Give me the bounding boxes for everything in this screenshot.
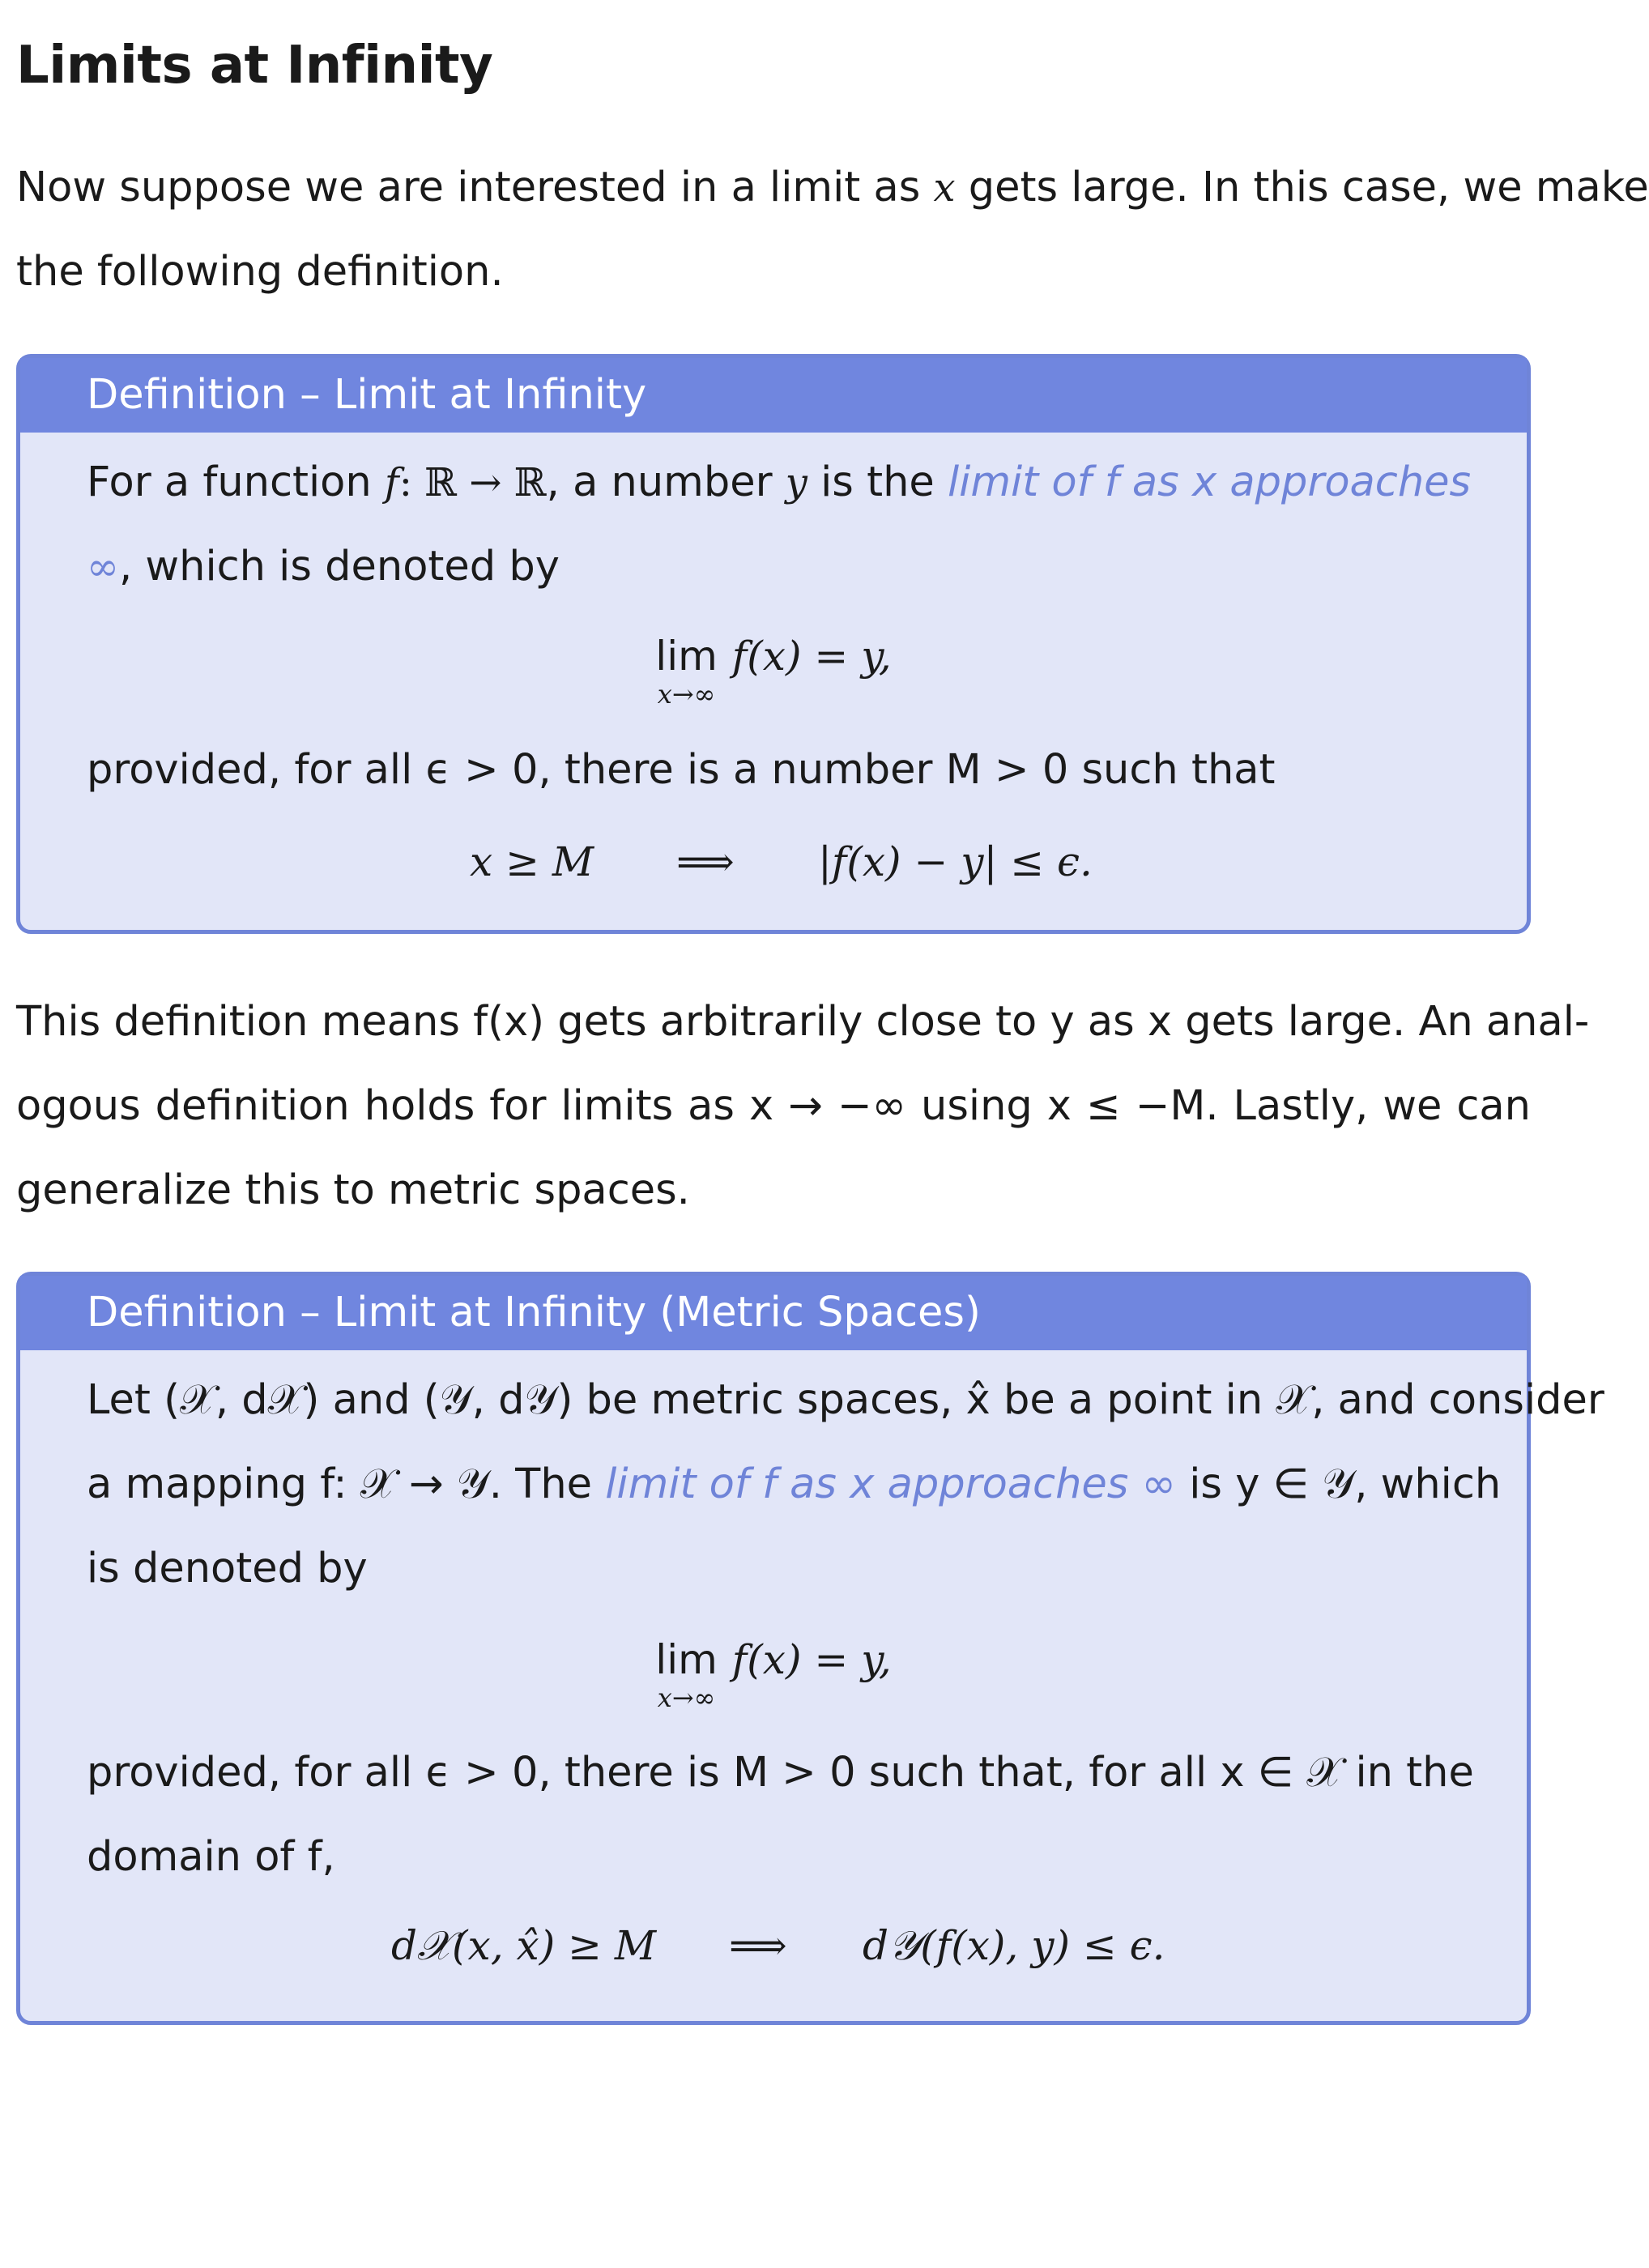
implies-arrow: ⟹ [676, 838, 735, 885]
definition-line-1: Let (𝒳, d𝒳) and (𝒴, d𝒴) be metric spaces, x̂ be a point in 𝒳, and consider [87, 1376, 1604, 1424]
middle-line-3: generalize this to metric spaces. [16, 1166, 690, 1214]
condition-left: d𝒳(x, x̂) ≥ M [391, 1922, 657, 1969]
condition-right: d𝒴(f(x), y) ≤ ϵ. [863, 1922, 1165, 1969]
definition-header: Definition – Limit at Infinity (Metric Spaces) [20, 1276, 1527, 1350]
infinity-symbol: ∞ [87, 544, 119, 590]
definition-line-3: is denoted by [87, 1545, 368, 1592]
middle-line-1: This definition means f(x) gets arbitrarily close to y as x gets large. An anal- [16, 998, 1590, 1046]
intro-text-b: gets large. In this case, we make [955, 164, 1649, 211]
middle-line-2: ogous definition holds for limits as x → −∞ using x ≤ −M. Lastly, we can [16, 1082, 1531, 1130]
condition-left: x ≥ M [470, 838, 594, 885]
definition-box-limit-at-infinity [16, 354, 1531, 934]
definition-header: Definition – Limit at Infinity [20, 358, 1527, 433]
definition-line-2: a mapping f: 𝒳 → 𝒴. The limit of f as x approaches ∞ is y ∈ 𝒴, which [87, 1460, 1502, 1508]
definition-line-1: For a function f: ℝ → ℝ, a number y is the limit of f as x approaches [87, 458, 1472, 506]
definition-line-5: domain of f, [87, 1833, 335, 1881]
condition-right: |f(x) − y| ≤ ϵ. [818, 838, 1093, 885]
limit-equation: lim x→∞ f(x) = y, [655, 1636, 892, 1713]
implies-arrow: ⟹ [729, 1922, 787, 1969]
limit-equation: lim x→∞ f(x) = y, [655, 633, 892, 710]
definition-box-metric-spaces [16, 1272, 1604, 2025]
intro-var-x: x [933, 165, 956, 211]
defined-term: limit of f as x approaches ∞ [605, 1460, 1177, 1508]
defined-term: limit of f as x approaches [948, 458, 1472, 506]
intro-line-2: the following definition. [16, 248, 504, 296]
section-title: Limits at Infinity [16, 36, 493, 96]
definition-line-4: provided, for all ϵ > 0, there is M > 0 such that, for all x ∈ 𝒳 in the [87, 1749, 1474, 1797]
middle-paragraph [16, 980, 1590, 1233]
intro-paragraph [16, 146, 1649, 314]
definition-line-2: ∞, which is denoted by [87, 543, 560, 590]
intro-text-a: Now suppose we are interested in a limit as [16, 164, 934, 211]
definition-line-3: provided, for all ϵ > 0, there is a number M > 0 such that [87, 746, 1276, 794]
